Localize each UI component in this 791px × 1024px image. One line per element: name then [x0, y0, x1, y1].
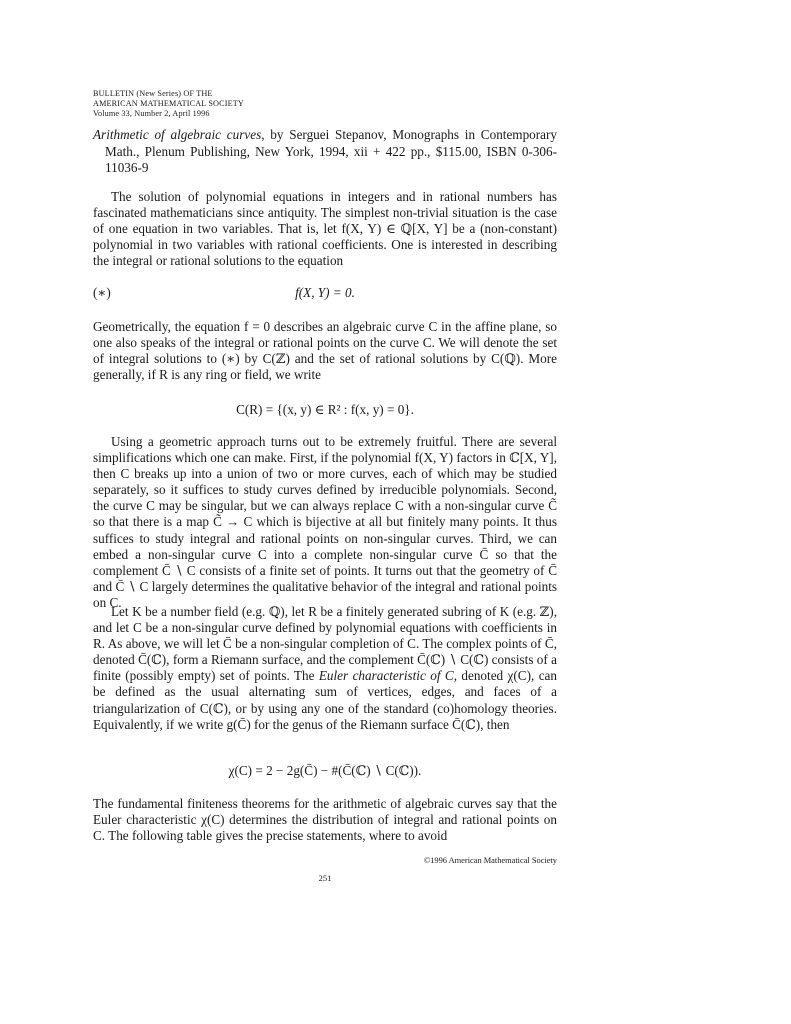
- equation-star: f(X, Y) = 0.: [295, 285, 355, 300]
- citation-details: , by Serguei Stepanov, Monographs in Contemporary Math., Plenum Publishing, New York, 1994, xii + 422 pp., $115.00, ISBN 0-306-11036-9: [105, 127, 557, 176]
- paragraph-2: Geometrically, the equation f = 0 describes an algebraic curve C in the affine plane, so one also speaks of the integral or rational points on the curve C. We will denote the set of integral solutions to (∗) by C(ℤ) and the set of rational solutions by C(ℚ). More generally, if R is any ring or field, we write: [93, 319, 557, 383]
- volume-line: Volume 33, Number 2, April 1996: [93, 109, 210, 118]
- paragraph-3: Using a geometric approach turns out to be extremely fruitful. There are several simplifications which one can make. First, if the polynomial f(X, Y) factors in ℂ[X, Y], then C breaks up into a union of two or more curves, each of which may be studied separately, so it suffices to study curves defined by irreducible polynomials. Second, the curve C may be singular, but we can always replace C with a non-singular curve C̃ so that there is a map C̃ → C which is bijective at all but finitely many points. It thus suffices to study integral and rational points on non-singular curves. Third, we can embed a non-singular curve C into a complete non-singular curve C̄ so that the complement C̄ ∖ C consists of a finite set of points. It turns out that the geometry of C̄ and C̄ ∖ C largely determines the qualitative behavior of the integral and rational points on C.: [93, 434, 557, 610]
- journal-name-line2: AMERICAN MATHEMATICAL SOCIETY: [93, 99, 244, 108]
- paragraph-1: The solution of polynomial equations in integers and in rational numbers has fascinated mathematicians since antiquity. The simplest non-trivial situation is the case of one equation in two variables. That is, let f(X, Y) ∈ ℚ[X, Y] be a (non-constant) polynomial in two variables with rational coefficients. One is interested in describing the integral or rational solutions to the equation: [93, 189, 557, 269]
- book-title: Arithmetic of algebraic curves: [93, 127, 262, 142]
- page-number: 251: [318, 873, 332, 883]
- paragraph-5: The fundamental finiteness theorems for the arithmetic of algebraic curves say that the Euler characteristic χ(C) determines the distribution of integral and rational points on C. The following table gives the precise statements, where to avoid: [93, 796, 557, 844]
- equation-euler-characteristic: χ(C) = 2 − 2g(C̄) − #(C̄(ℂ) ∖ C(ℂ)).: [228, 763, 422, 778]
- paragraph-4-text-end: , denoted χ(C), can be defined as the usual alternating sum of vertices, edges, and faces of a triangularization of C(ℂ), or by using any one of the standard (co)homology theories. Equivalently, if we write g(C̄) for the genus of the Riemann surface C̄(ℂ), then: [93, 668, 557, 732]
- book-citation: [93, 127, 557, 177]
- journal-header: [93, 89, 244, 119]
- paragraph-4-text: Let K be a number field (e.g. ℚ), let R be a finitely generated subring of K (e.g. ℤ), and let C be a non-singular curve defined by polynomial equations with coefficients in R. As above, we will let C̄ be a non-singular completion of C. The complex points of C̄, denoted C̄(ℂ), form a Riemann surface, and the complement C̄(ℂ) ∖ C(ℂ) consists of a finite (possibly empty) set of points. The: [93, 604, 557, 684]
- journal-name-line1: BULLETIN (New Series) OF THE: [93, 89, 213, 98]
- copyright-notice: ©1996 American Mathematical Society: [423, 856, 557, 865]
- paragraph-4: [93, 604, 557, 733]
- euler-characteristic-term: Euler characteristic of C: [318, 668, 454, 684]
- equation-tag: (∗): [93, 285, 111, 300]
- equation-c-of-r: C(R) = {(x, y) ∈ R² : f(x, y) = 0}.: [236, 402, 414, 417]
